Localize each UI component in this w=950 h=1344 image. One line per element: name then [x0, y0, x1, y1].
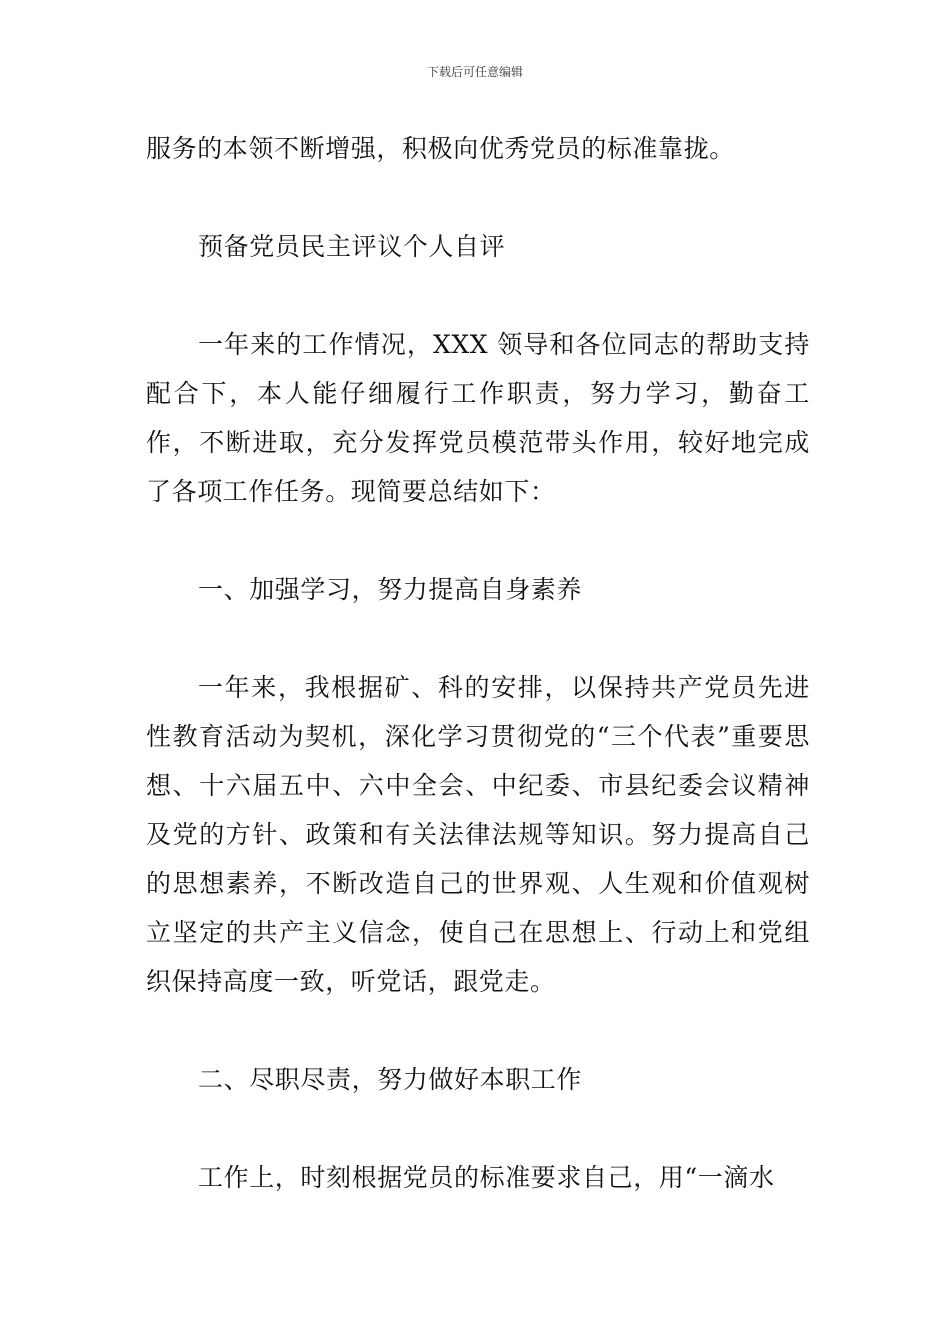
paragraph-work: 工作上，时刻根据党员的标准要求自己，用“一滴水	[198, 1163, 775, 1192]
paragraph-gap	[146, 173, 810, 222]
paragraph-gap	[146, 1006, 810, 1055]
paragraph-continuation: 服务的本领不断增强，积极向优秀党员的标准靠拢。	[146, 134, 735, 163]
paragraph-intro: 一年来的工作情况，XXX 领导和各位同志的帮助支持配合下，本人能仔细履行工作职责，努力学习，勤奋工作，不断进取，充分发挥党员模范带头作用，较好地完成了各项工作任务。现简要总结如下：	[146, 330, 810, 506]
paragraph-study: 一年来，我根据矿、科的安排，以保持共产党员先进性教育活动为契机，深化学习贯彻党的“三个代表”重要思想、十六届五中、六中全会、中纪委、市县纪委会议精神及党的方针、政策和有关法律法规等知识。努力提高自己的思想素养，不断改造自己的世界观、人生观和价值观树立坚定的共产主义信念，使自己在思想上、行动上和党组织保持高度一致，听党话，跟党走。	[146, 673, 810, 996]
heading-two: 二、尽职尽责，努力做好本职工作	[198, 1065, 583, 1094]
section-title: 预备党员民主评议个人自评	[198, 232, 506, 261]
page-header: 下载后可任意编辑	[426, 65, 523, 79]
paragraph-gap	[146, 271, 810, 320]
heading-one: 一、加强学习，努力提高自身素养	[198, 575, 583, 604]
document-body	[146, 124, 810, 1202]
paragraph-gap	[146, 516, 810, 565]
paragraph-gap	[146, 1104, 810, 1153]
paragraph-gap	[146, 614, 810, 663]
